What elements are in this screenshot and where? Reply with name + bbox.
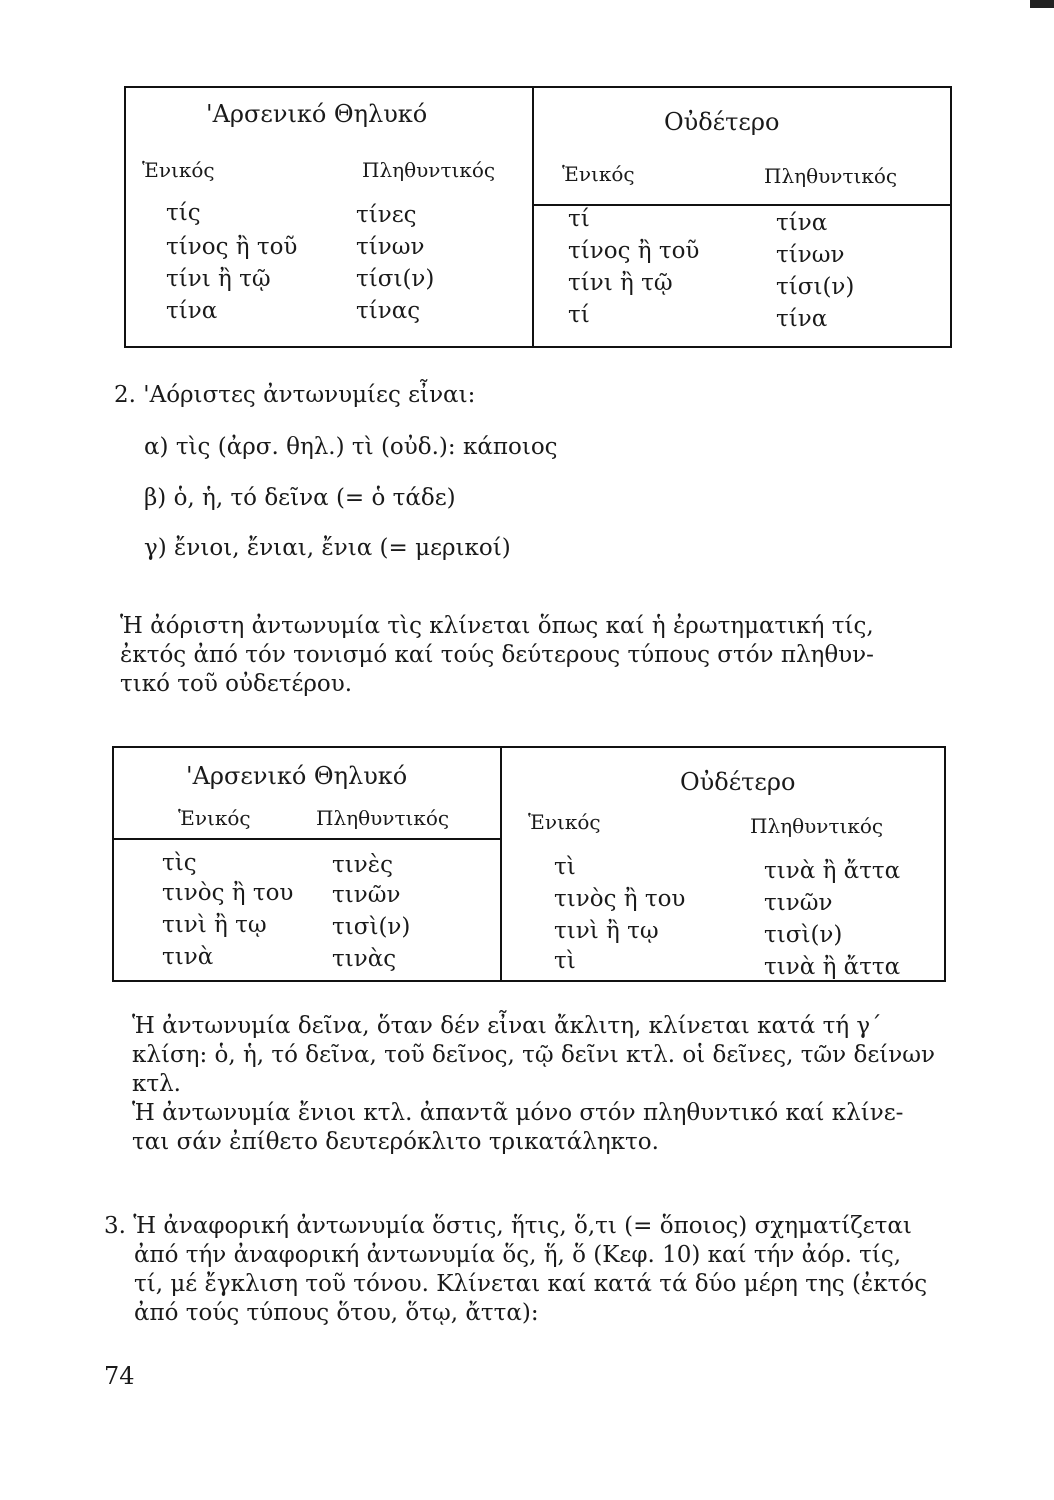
notes-line: ται σάν ἐπίθετο δευτερόκλιτο τρικατάληκτο. (132, 1129, 659, 1155)
table-1-header-right: Οὐδέτερο (664, 108, 780, 136)
table-2-cell: τινῶν (764, 890, 833, 916)
table-1-cell: τίσι(ν) (776, 274, 855, 300)
table-2-sub-singular-right: Ἑνικός (528, 810, 601, 834)
table-1-cell: τίνα (166, 298, 218, 324)
table-1-cell: τίνες (356, 202, 417, 228)
table-1-sub-singular-left: Ἑνικός (142, 158, 215, 182)
table-2-cell: τισὶ(ν) (764, 922, 843, 948)
table-2-sub-plural-left: Πληθυντικός (316, 806, 450, 830)
section-2-paragraph-line: ἐκτός ἀπό τόν τονισμό καί τούς δεύτερους τύπους στόν πληθυν- (120, 642, 874, 668)
table-2-cell: τισὶ(ν) (332, 914, 411, 940)
table-1-cell: τίνας (356, 298, 421, 324)
table-2-cell: τινὰ (162, 944, 214, 970)
table-1 (124, 86, 952, 348)
table-2-cell: τινὶ ἢ τῳ (554, 918, 659, 944)
section-3-line: ἀπό τήν ἀναφορική ἀντωνυμία ὅς, ἥ, ὅ (Κεφ. 10) καί τήν ἀόρ. τίς, (134, 1242, 902, 1268)
table-1-cell: τί (568, 302, 590, 328)
table-1-cell: τίνα (776, 306, 828, 332)
table-2-cell: τινὰ ἢ ἄττα (764, 954, 901, 980)
page-number: 74 (104, 1362, 135, 1390)
section-2-paragraph-line: Ἡ ἀόριστη ἀντωνυμία τὶς κλίνεται ὅπως καί ἡ ἐρωτηματική τίς, (120, 613, 874, 639)
top-edge-mark (1030, 0, 1054, 8)
section-2-item-a: α) τὶς (ἀρσ. θηλ.) τὶ (οὐδ.): κάποιος (144, 434, 558, 460)
table-2-cell: τινὰς (332, 946, 397, 972)
table-1-sub-singular-right: Ἑνικός (562, 162, 635, 186)
table-2-cell: τινὰ ἢ ἄττα (764, 858, 901, 884)
table-1-header-rule (532, 204, 950, 206)
notes-line: Ἡ ἀντωνυμία δεῖνα, ὅταν δέν εἶναι ἄκλιτη, κλίνεται κατά τή γ´ (132, 1013, 882, 1039)
section-3-line: ἀπό τούς τύπους ὅτου, ὅτῳ, ἄττα): (134, 1300, 539, 1326)
table-1-cell: τίς (166, 200, 201, 226)
notes-line: κτλ. (132, 1071, 181, 1097)
table-1-sub-plural-right: Πληθυντικός (764, 164, 898, 188)
table-2-cell: τὶ (554, 948, 576, 974)
table-2-cell: τινὲς (332, 852, 393, 878)
table-1-divider (532, 88, 534, 346)
table-2-header-left: 'Αρσενικό Θηλυκό (186, 762, 408, 790)
table-2-cell: τινῶν (332, 882, 401, 908)
table-2-cell: τὶς (162, 850, 197, 876)
section-3-line: τί, μέ ἔγκλιση τοῦ τόνου. Κλίνεται καί κατά τά δύο μέρη της (ἐκτός (134, 1271, 928, 1297)
section-2-item-c: γ) ἔνιοι, ἔνιαι, ἔνια (= μερικοί) (144, 535, 511, 561)
table-2-sub-plural-right: Πληθυντικός (750, 814, 884, 838)
table-1-sub-plural-left: Πληθυντικός (362, 158, 496, 182)
section-2-item-b: β) ὁ, ἡ, τό δεῖνα (= ὁ τάδε) (144, 485, 456, 511)
section-2-paragraph (120, 612, 874, 699)
table-1-cell: τίσι(ν) (356, 266, 435, 292)
notes-line: Ἡ ἀντωνυμία ἔνιοι κτλ. ἀπαντᾶ μόνο στόν πληθυντικό καί κλίνε- (132, 1100, 904, 1126)
table-1-cell: τίνων (776, 242, 845, 268)
table-2-cell: τὶ (554, 854, 576, 880)
table-2-header-right: Οὐδέτερο (680, 768, 796, 796)
table-1-cell: τίνος ἢ τοῦ (166, 234, 298, 260)
section-3-line: 3. Ἡ ἀναφορική ἀντωνυμία ὅστις, ἥτις, ὅ,τι (= ὅποιος) σχηματίζεται (104, 1213, 912, 1239)
table-2-sub-singular-left: Ἑνικός (178, 806, 251, 830)
section-3-paragraph (104, 1212, 927, 1328)
table-2-cell: τινὸς ἢ του (162, 880, 294, 906)
table-1-cell: τίνι ἢ τῷ (568, 270, 673, 296)
notes-line: κλίση: ὁ, ἡ, τό δεῖνα, τοῦ δεῖνος, τῷ δεῖνι κτλ. οἱ δεῖνες, τῶν δείνων (132, 1042, 935, 1068)
table-2-divider (500, 748, 502, 980)
table-2-header-rule (114, 838, 500, 840)
section-2-paragraph-line: τικό τοῦ οὐδετέρου. (120, 671, 353, 697)
table-2-cell: τινὸς ἢ του (554, 886, 686, 912)
table-1-cell: τίνα (776, 210, 828, 236)
table-1-cell: τί (568, 206, 590, 232)
table-1-header-left: 'Αρσενικό Θηλυκό (206, 100, 428, 128)
table-2 (112, 746, 946, 982)
table-2-cell: τινὶ ἢ τῳ (162, 912, 267, 938)
table-1-cell: τίνος ἢ τοῦ (568, 238, 700, 264)
section-2-heading: 2. 'Αόριστες ἀντωνυμίες εἶναι: (114, 382, 476, 408)
notes-paragraph (132, 1012, 935, 1157)
table-1-cell: τίνι ἢ τῷ (166, 266, 271, 292)
table-1-cell: τίνων (356, 234, 425, 260)
